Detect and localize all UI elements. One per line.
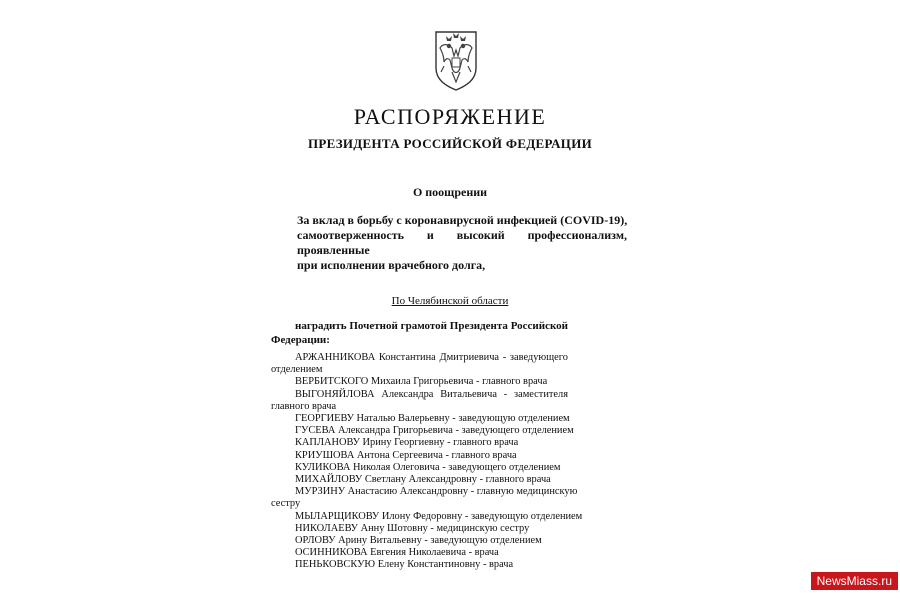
list-item bbox=[271, 450, 568, 462]
decree-line: Федерации: bbox=[271, 334, 330, 346]
awardee-entry: ПЕНЬКОВСКУЮ Елену Константиновну - врача bbox=[295, 559, 514, 571]
preamble-line: при исполнении врачебного долга, bbox=[297, 258, 486, 272]
awardee-entry: ВЕРБИТСКОГО Михаила Григорьевича - главного врача bbox=[295, 376, 548, 388]
awardee-entry: МЫЛАРЩИКОВУ Илону Федоровну - заведующую отделением bbox=[295, 510, 583, 522]
document-title: РАСПОРЯЖЕНИЕ bbox=[353, 104, 547, 129]
list-item bbox=[271, 559, 568, 571]
awardee-entry: МИХАЙЛОВУ Светлану Александровну - главного врача bbox=[295, 474, 551, 486]
awardee-list bbox=[271, 352, 583, 572]
awardee-entry: КУЛИКОВА Николая Олеговича - заведующего отделением bbox=[295, 461, 561, 473]
preamble-line: За вклад в борьбу с коронавирусной инфекцией (COVID-19), bbox=[297, 213, 628, 227]
awardee-entry: АРЖАННИКОВА Константина Дмитриевича - заведующего bbox=[295, 352, 568, 363]
list-item bbox=[271, 547, 568, 559]
list-item bbox=[271, 523, 568, 535]
list-item bbox=[271, 425, 574, 437]
awardee-entry: ОСИННИКОВА Евгения Николаевича - врача bbox=[295, 547, 499, 559]
awardee-entry: ГУСЕВА Александра Григорьевича - заведующего отделением bbox=[295, 425, 574, 437]
document-subject: О поощрении bbox=[412, 185, 488, 199]
list-item bbox=[271, 376, 568, 388]
awardee-entry: ГЕОРГИЕВУ Наталью Валерьевну - заведующую отделением bbox=[295, 413, 570, 425]
coat-of-arms-icon bbox=[432, 28, 480, 92]
list-item bbox=[271, 352, 568, 376]
decree-line: наградить Почетной грамотой Президента Российской bbox=[295, 320, 568, 332]
awardee-entry-continuation: сестру bbox=[271, 498, 301, 510]
list-item bbox=[271, 389, 568, 413]
awardee-entry: МУРЗИНУ Анастасию Александровну - главную медицинскую bbox=[295, 486, 578, 498]
list-item bbox=[271, 413, 568, 425]
preamble-line: самоотверженность и высокий профессионализм, проявленные bbox=[297, 228, 627, 257]
awardee-entry: ОРЛОВУ Арину Витальевну - заведующую отделением bbox=[295, 535, 542, 547]
awardee-entry-continuation: главного врача bbox=[271, 400, 337, 412]
list-item bbox=[271, 462, 568, 474]
awardee-entry-continuation: отделением bbox=[271, 364, 323, 376]
awardee-entry: НИКОЛАЕВУ Анну Шотовну - медицинскую сестру bbox=[295, 522, 530, 534]
awardee-entry: ВЫГОНЯЙЛОВА Александра Витальевича - заместителя bbox=[295, 388, 568, 400]
awardee-entry: КАПЛАНОВУ Ирину Георгиевну - главного врача bbox=[295, 437, 519, 449]
list-item bbox=[271, 474, 568, 486]
list-item bbox=[271, 486, 578, 510]
preamble bbox=[297, 213, 627, 273]
watermark-badge: NewsMiass.ru bbox=[811, 572, 898, 590]
decree-text bbox=[271, 319, 568, 347]
list-item bbox=[271, 437, 568, 449]
list-item bbox=[271, 510, 583, 523]
list-item bbox=[271, 535, 568, 547]
awardee-entry: КРИУШОВА Антона Сергеевича - главного врача bbox=[295, 449, 517, 461]
document-subtitle: ПРЕЗИДЕНТА РОССИЙСКОЙ ФЕДЕРАЦИИ bbox=[307, 136, 593, 151]
region-heading: По Челябинской области bbox=[391, 295, 509, 307]
